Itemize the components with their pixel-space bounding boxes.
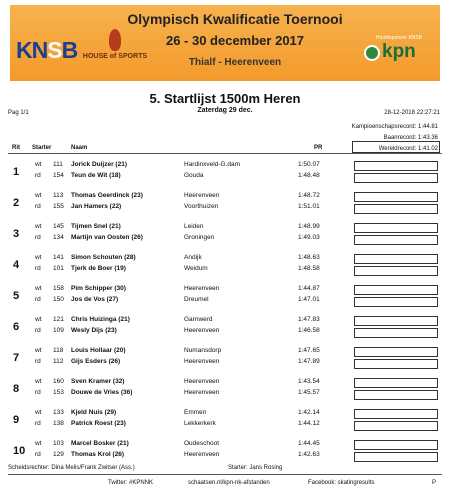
personal-record: 1:48.48 [298, 172, 320, 179]
lane-color: rd [35, 234, 41, 241]
personal-record: 1:48.72 [298, 192, 320, 199]
lane-color: rd [35, 420, 41, 427]
start-number: 150 [53, 296, 64, 303]
skater-club: Heerenveen [184, 358, 220, 365]
start-number: 134 [53, 234, 64, 241]
skater-name: Thomas Geerdinck (23) [71, 192, 143, 199]
lane-color: rd [35, 172, 41, 179]
skater-club: Hardinxveld-G.dam [184, 161, 240, 168]
time-entry-box [354, 235, 438, 245]
time-entry-box [354, 173, 438, 183]
lane-color: rd [35, 203, 41, 210]
skater-name: Patrick Roest (23) [71, 420, 126, 427]
time-entry-box [354, 440, 438, 450]
kpn-wordmark: kpn [382, 41, 416, 62]
footer-facebook: Facebook: skatingresults [308, 480, 375, 486]
start-number: 112 [53, 358, 64, 365]
skater-club: Emmen [184, 409, 207, 416]
start-number: 103 [53, 440, 64, 447]
heat-number: 5 [13, 290, 20, 302]
time-entry-box [354, 421, 438, 431]
time-entry-box [354, 223, 438, 233]
start-number: 101 [53, 265, 64, 272]
heat-row [8, 250, 444, 281]
skater-name: Gijs Esders (26) [71, 358, 121, 365]
personal-record: 1:42.63 [298, 451, 320, 458]
starter-text: Starter: Jans Rosing [228, 465, 283, 471]
personal-record: 1:43.54 [298, 378, 320, 385]
lane-color: wt [35, 223, 42, 230]
world-record: Wereldrecord: 1:41.02 [378, 146, 438, 152]
start-number: 158 [53, 285, 64, 292]
skater-club: Groningen [184, 234, 215, 241]
personal-record: 1:47.01 [298, 296, 320, 303]
time-entry-box [354, 204, 438, 214]
page-number: Pag 1/1 [8, 110, 29, 116]
heat-row [8, 219, 444, 250]
personal-record: 1:49.03 [298, 234, 320, 241]
skater-name: Kjeld Nuis (29) [71, 409, 117, 416]
skater-name: Jan Hamers (22) [71, 203, 122, 210]
time-entry-box [354, 328, 438, 338]
personal-record: 1:42.14 [298, 409, 320, 416]
heat-row [8, 188, 444, 219]
personal-record: 1:51.01 [298, 203, 320, 210]
personal-record: 1:44.12 [298, 420, 320, 427]
skater-row [8, 316, 348, 327]
skater-name: Chris Huizinga (21) [71, 316, 130, 323]
personal-record: 1:48.99 [298, 223, 320, 230]
lane-color: wt [35, 285, 42, 292]
time-entry-box [354, 378, 438, 388]
personal-record: 1:48.63 [298, 254, 320, 261]
heat-number: 3 [13, 228, 20, 240]
page-subtitle: Zaterdag 29 dec. [197, 107, 253, 114]
heat-number: 10 [13, 445, 26, 457]
skater-row [8, 254, 348, 265]
skater-club: Leiden [184, 223, 204, 230]
skater-club: Andijk [184, 254, 202, 261]
skater-club: Heerenveen [184, 451, 220, 458]
start-number: 121 [53, 316, 64, 323]
heat-row [8, 157, 444, 188]
start-number: 113 [53, 192, 64, 199]
skater-club: Numansdorp [184, 347, 222, 354]
lane-color: rd [35, 265, 41, 272]
start-number: 109 [53, 327, 64, 334]
time-entry-box [354, 192, 438, 202]
kpn-sponsor-label: Hoofdsponsor KNSB [375, 35, 423, 41]
skater-club: Oudeschoot [184, 440, 220, 447]
skater-club: Voorthuizen [184, 203, 219, 210]
start-number: 129 [53, 451, 64, 458]
skater-name: Tijmen Snel (21) [71, 223, 121, 230]
personal-record: 1:47.89 [298, 358, 320, 365]
lane-color: rd [35, 389, 41, 396]
personal-record: 1:47.83 [298, 316, 320, 323]
personal-record: 1:48.58 [298, 265, 320, 272]
header-pr: PR [314, 145, 323, 151]
heat-number: 8 [13, 383, 20, 395]
lane-color: rd [35, 358, 41, 365]
skater-row [8, 378, 348, 389]
heat-number: 1 [13, 166, 20, 178]
footer-divider [8, 474, 442, 475]
record-time-box [352, 141, 440, 153]
skater-club: Heerenveen [184, 327, 220, 334]
personal-record: 1:45.57 [298, 389, 320, 396]
heat-number: 7 [13, 352, 20, 364]
skater-club: Lekkerkerk [184, 420, 216, 427]
lane-color: wt [35, 316, 42, 323]
skater-name: Jorick Duijzer (21) [71, 161, 127, 168]
skater-row [8, 409, 348, 420]
lane-color: wt [35, 347, 42, 354]
skater-club: Garnwerd [184, 316, 213, 323]
skater-name: Wesly Dijs (23) [71, 327, 117, 334]
skater-row [8, 451, 348, 462]
skater-name: Sven Kramer (32) [71, 378, 125, 385]
start-number: 141 [53, 254, 64, 261]
lane-color: rd [35, 327, 41, 334]
heat-number: 4 [13, 259, 20, 271]
footer-twitter: Twitter: #KPNNK [108, 480, 154, 486]
skater-club: Heerenveen [184, 192, 220, 199]
skater-row [8, 203, 348, 214]
lane-color: wt [35, 409, 42, 416]
skater-name: Douwe de Vries (36) [71, 389, 133, 396]
page-title: 5. Startlijst 1500m Heren [149, 91, 301, 106]
skater-name: Thomas Krol (26) [71, 451, 125, 458]
skater-row [8, 420, 348, 431]
lane-color: wt [35, 192, 42, 199]
time-entry-box [354, 297, 438, 307]
heat-row [8, 281, 444, 312]
kpn-logo [360, 35, 438, 75]
lane-color: wt [35, 440, 42, 447]
event-venue: Thialf - Heerenveen [188, 57, 282, 68]
start-number: 145 [53, 223, 64, 230]
lane-color: rd [35, 451, 41, 458]
time-entry-box [354, 390, 438, 400]
print-timestamp: 28-12-2018 22:27:21 [384, 110, 440, 116]
start-number: 153 [53, 389, 64, 396]
personal-record: 1:44.45 [298, 440, 320, 447]
skater-row [8, 347, 348, 358]
header-heat: Rit [12, 145, 20, 151]
header-name: Naam [71, 145, 88, 151]
skater-row [8, 327, 348, 338]
skater-row [8, 234, 348, 245]
heat-number: 9 [13, 414, 20, 426]
skater-row [8, 389, 348, 400]
start-number: 155 [53, 203, 64, 210]
skater-row [8, 285, 348, 296]
personal-record: 1:46.58 [298, 327, 320, 334]
skater-name: Simon Schouten (28) [71, 254, 136, 261]
start-number: 111 [53, 161, 63, 168]
skater-name: Jos de Vos (27) [71, 296, 119, 303]
start-number: 160 [53, 378, 64, 385]
skater-club: Gouda [184, 172, 204, 179]
time-entry-box [354, 161, 438, 171]
start-number: 118 [53, 347, 64, 354]
heat-row [8, 374, 444, 405]
personal-record: 1:47.65 [298, 347, 320, 354]
skater-club: Dreumel [184, 296, 209, 303]
championship-record: Kampioenschapsrecord: 1:44.81 [351, 124, 438, 130]
time-entry-box [354, 452, 438, 462]
heat-row [8, 405, 444, 436]
heat-row [8, 436, 444, 467]
personal-record: 1:50.07 [298, 161, 320, 168]
skater-name: Martijn van Oosten (26) [71, 234, 143, 241]
house-of-sports-label: HOUSE of SPORTS [82, 53, 148, 60]
skater-row [8, 265, 348, 276]
header-starter: Starter [32, 145, 52, 151]
referees-text: Scheidsrechter: Dina Melis/Frank Zwitser (Ass.) [8, 465, 135, 471]
time-entry-box [354, 347, 438, 357]
skater-row [8, 223, 348, 234]
knsb-logo: KNSB [16, 37, 78, 63]
time-entry-box [354, 266, 438, 276]
start-number: 154 [53, 172, 64, 179]
skater-row [8, 440, 348, 451]
heat-row [8, 312, 444, 343]
skater-row [8, 296, 348, 307]
startlist-table [8, 157, 444, 467]
start-number: 138 [53, 420, 64, 427]
track-record: Baanrecord: 1:43.36 [383, 135, 438, 141]
footer-site: schaatsen.nl/kpn-nk-afstanden [188, 480, 270, 486]
skater-name: Pim Schipper (30) [71, 285, 126, 292]
footer-page-mark: P [432, 480, 437, 486]
time-entry-box [354, 409, 438, 419]
heat-row [8, 343, 444, 374]
skater-name: Marcel Bosker (21) [71, 440, 129, 447]
time-entry-box [354, 254, 438, 264]
skater-name: Tjerk de Boer (19) [71, 265, 126, 272]
heat-number: 2 [13, 197, 20, 209]
skater-row [8, 358, 348, 369]
skater-row [8, 192, 348, 203]
lane-color: rd [35, 296, 41, 303]
event-title: Olympisch Kwalificatie Toernooi [127, 11, 343, 27]
skater-club: Heerenveen [184, 389, 220, 396]
lane-color: wt [35, 161, 42, 168]
time-entry-box [354, 316, 438, 326]
skater-club: Heerenveen [184, 378, 220, 385]
skater-name: Teun de Wit (18) [71, 172, 121, 179]
lane-color: wt [35, 254, 42, 261]
time-entry-box [354, 285, 438, 295]
start-number: 133 [53, 409, 64, 416]
time-entry-box [354, 359, 438, 369]
header-divider [8, 153, 442, 154]
personal-record: 1:44.87 [298, 285, 320, 292]
header-banner [10, 5, 440, 81]
skater-row [8, 172, 348, 183]
skater-name: Louis Hollaar (20) [71, 347, 126, 354]
skater-row [8, 161, 348, 172]
skater-club: Weidum [184, 265, 208, 272]
heat-number: 6 [13, 321, 20, 333]
kpn-mark-icon [364, 45, 380, 61]
skater-club: Heerenveen [184, 285, 220, 292]
lane-color: wt [35, 378, 42, 385]
event-dates: 26 - 30 december 2017 [165, 33, 305, 48]
